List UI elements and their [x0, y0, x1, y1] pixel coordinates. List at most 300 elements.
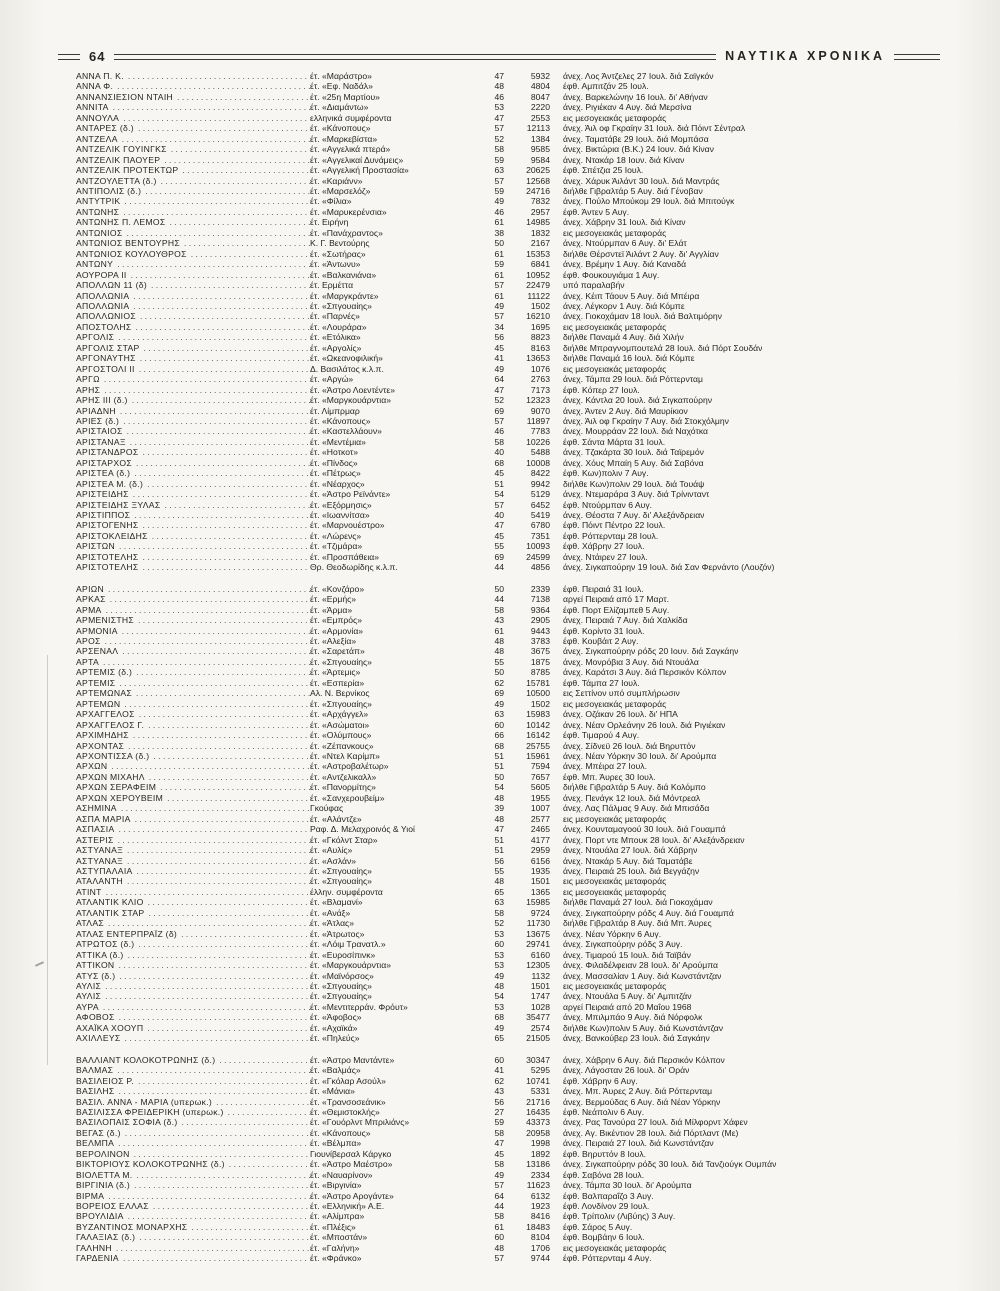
ship-age: 59 — [494, 1117, 504, 1128]
ship-tonnage: 2334 — [530, 1169, 550, 1180]
ship-manager: έτ. «Σπγουαίης» — [310, 991, 372, 1002]
ship-tonnage: 20625 — [526, 165, 550, 176]
dot-leader — [144, 343, 310, 353]
table-row — [76, 374, 930, 384]
ship-tonnage: 6841 — [530, 259, 550, 270]
ship-age: 58 — [494, 436, 504, 447]
ship-manager: έτ. «Αργώ» — [310, 374, 354, 385]
ship-name-cell — [76, 92, 310, 102]
ship-manager: έτ. «Τζιμάρα» — [310, 541, 363, 552]
ship-status: άνεχ. Ντουάλα 27 Ιουλ. διά Χάβρην — [563, 845, 698, 856]
ship-tonnage: 1502 — [530, 698, 550, 709]
dot-leader — [164, 500, 310, 510]
ship-name: ΑΡΙΣΤΑΙΟΣ — [76, 426, 123, 437]
table-row — [76, 605, 930, 615]
dot-leader — [229, 1159, 310, 1169]
ship-name-cell — [76, 113, 310, 123]
ship-status: εις μεσογειακάς μεταφοράς — [563, 813, 667, 824]
ship-name: ΑΝΝΙΤΑ — [76, 102, 109, 113]
dot-leader — [126, 228, 310, 238]
ship-name: ΒΕΓΑΣ (δ.) — [76, 1127, 121, 1138]
ship-manager: έτ. «Εξόρμησις» — [310, 499, 372, 510]
dot-leader — [108, 1191, 310, 1201]
ship-name: ΑΡΧΩΝ — [76, 761, 108, 772]
ship-name-cell — [76, 657, 310, 667]
ship-age: 58 — [494, 907, 504, 918]
ship-status: άνεχ. Βικτώρια (Β.Κ.) 24 Ιουν. διά Κίναν — [563, 144, 714, 155]
ship-name: ΑΝΤΥΤΡΙΚ — [76, 196, 121, 207]
dot-leader — [118, 835, 310, 845]
ship-name-cell — [76, 876, 310, 886]
ship-manager: έτ. «Πανορμίτης» — [310, 782, 376, 793]
ship-status: άνεχ. Κέιπ Τάουν 5 Αυγ. διά Μπέιρα — [563, 290, 700, 301]
ship-tonnage: 16435 — [526, 1106, 550, 1117]
ship-name: ΑΡΧΟΝΤΙΣΣΑ (δ.) — [76, 751, 150, 761]
ship-manager: ελληνικά συμφέροντα — [310, 112, 392, 123]
table-row — [76, 1128, 930, 1138]
ship-name-cell — [76, 1211, 310, 1221]
ship-tonnage: 22479 — [526, 280, 550, 291]
ship-manager: έτ. «Άρτεμις» — [310, 667, 361, 678]
ship-age: 65 — [494, 886, 504, 897]
ship-age: 69 — [494, 688, 504, 699]
dot-leader — [182, 1117, 310, 1127]
ship-name: ΑΣΗΜΙΝΑ — [76, 803, 117, 814]
ship-name: ΑΡΤΕΜΩΝ — [76, 698, 121, 709]
ship-tonnage: 1923 — [530, 1201, 550, 1212]
ship-name: ΑΝΤΩΝΙΟΣ ΚΟΥΛΟΥΘΡΟΣ — [76, 248, 187, 259]
ship-age: 53 — [494, 1001, 504, 1012]
table-row — [76, 709, 930, 719]
ship-age: 53 — [494, 928, 504, 939]
ship-name-cell — [76, 772, 310, 782]
ship-tonnage: 5932 — [530, 71, 550, 81]
dot-leader — [128, 71, 310, 81]
dot-leader — [147, 479, 310, 489]
dot-leader — [122, 626, 310, 636]
ship-status: άνεχ. Ρας Τανούρα 27 Ιουλ. διά Μίλφορντ Χάφεν — [563, 1117, 748, 1128]
dot-leader — [122, 134, 310, 144]
ship-manager: έτ. «Λόιμ Τρανατλ.» — [310, 939, 386, 950]
ship-age: 61 — [494, 217, 504, 228]
ship-manager: έτ. «Μεντιτερράν. Φρόυτ» — [310, 1001, 408, 1012]
dot-leader — [123, 416, 310, 426]
table-row — [76, 228, 930, 238]
dot-leader — [134, 1180, 310, 1190]
ship-manager: έτ. «Μαρκεβίστα» — [310, 133, 378, 144]
ship-status: άνεχ. Πούλο Μπούκομ 29 Ιουλ. διά Μπιτούγκ — [563, 196, 735, 207]
ship-tonnage: 1501 — [530, 876, 550, 887]
ship-name: ΑΝΤΙΠΟΛΙΣ (δ.) — [76, 185, 142, 196]
dot-leader — [142, 552, 310, 562]
page-number: 64 — [89, 49, 106, 64]
ship-name-cell — [76, 520, 310, 530]
dot-leader — [182, 165, 310, 175]
ship-tonnage: 10008 — [526, 457, 550, 468]
ship-status: άνεχ. Μασσαλίαν 1 Αυγ. διά Κωνστάντζαν — [563, 970, 722, 981]
ship-name-cell — [76, 102, 310, 112]
ship-name: ΑΡΓΟΝΑΥΤΗΣ — [76, 353, 136, 364]
dot-leader — [127, 845, 310, 855]
ship-tonnage: 4804 — [530, 81, 550, 92]
ship-manager: έτ. «Κάνοπους» — [310, 415, 371, 426]
ship-tonnage: 8416 — [530, 1211, 550, 1222]
table-row — [76, 165, 930, 175]
ship-manager: έτ. «Αγγελικά πτερά» — [310, 144, 391, 155]
table-row — [76, 814, 930, 824]
ship-name-cell — [76, 531, 310, 541]
ship-status: άνεχ. Μονρόβια 3 Αυγ. διά Ντουάλα — [563, 656, 699, 667]
ship-name-cell — [76, 217, 310, 227]
ship-status: άνεχ. Σιγκαπούρην 19 Ιουλ. διά Σαν Φερνάντο (Λουζόν) — [563, 562, 775, 573]
dot-leader — [135, 814, 310, 824]
ship-manager: έτ. «Άστρο Μαέστρο» — [310, 1159, 393, 1170]
dot-leader — [118, 1138, 310, 1148]
ship-name: ΑΡΜΑ — [76, 604, 102, 615]
ship-manager: έτ. «Ηοτκοτ» — [310, 447, 359, 458]
ship-tonnage: 9443 — [530, 625, 550, 636]
ship-age: 48 — [494, 646, 504, 657]
ship-age: 49 — [494, 1022, 504, 1033]
dot-leader — [131, 270, 310, 280]
ship-status: άνεχ. Κάντλα 20 Ιουλ. διά Σιγκαπούρην — [563, 395, 713, 406]
ship-name: ΑΣΤΕΡΙΣ — [76, 834, 114, 845]
ship-tonnage: 2959 — [530, 845, 550, 856]
ship-name: ΑΤΑΛΑΝΤΗ — [76, 876, 123, 887]
ship-name-cell — [76, 887, 310, 897]
ship-status: άνεχ. Άιλ οφ Γκραίην 31 Ιουλ. διά Πόιντ Σέντραλ — [563, 123, 746, 134]
ship-tonnage: 12113 — [526, 123, 550, 134]
ship-name: ΑΝΝΟΥΛΑ — [76, 112, 120, 123]
ship-manager: έτ. «Άντωνυ» — [310, 259, 361, 270]
ship-age: 45 — [494, 1148, 504, 1159]
ship-name-cell — [76, 1159, 310, 1169]
ship-age: 57 — [494, 499, 504, 510]
ship-age: 62 — [494, 677, 504, 688]
ship-status: έφθ. Ρόττερνταμ 4 Αυγ. — [563, 1253, 652, 1264]
ship-tonnage: 35477 — [526, 1012, 550, 1023]
ship-status: έφθ. Νεάπολιν 6 Αυγ. — [563, 1106, 645, 1117]
ship-manager: έτ. «Άστρο Ρεϊνάντε» — [310, 489, 391, 500]
ship-manager: έτ. «Κονζάρο» — [310, 583, 365, 594]
ship-name-cell — [76, 385, 310, 395]
ship-name-cell — [76, 960, 310, 970]
table-row — [76, 1180, 930, 1190]
ship-name-cell — [76, 186, 310, 196]
ship-status: άνεχ. Σιγκαπούρην ρόδς 3 Αυγ. — [563, 939, 683, 950]
ship-manager: έτ. «Λουράρα» — [310, 321, 367, 332]
table-row — [76, 866, 930, 876]
ship-age: 61 — [494, 269, 504, 280]
dot-leader — [128, 741, 310, 751]
ship-age: 69 — [494, 405, 504, 416]
ship-age: 51 — [494, 834, 504, 845]
ship-name-cell — [76, 594, 310, 604]
ship-tonnage: 14985 — [526, 217, 550, 228]
ship-status: αργεί Πειραιά από 17 Μαρτ. — [563, 594, 670, 605]
ship-manager: έτ. «Πανάχραντος» — [310, 227, 383, 238]
ship-manager: έτ. «Σανχερουβείμ» — [310, 792, 385, 803]
ship-manager: έτ. «Θεμιστοκλής» — [310, 1106, 380, 1117]
table-row — [76, 364, 930, 374]
ship-manager: έτ. «Άτρωτος» — [310, 928, 365, 939]
dot-leader — [145, 186, 310, 196]
ship-tonnage: 8104 — [530, 1232, 550, 1243]
ship-status: διήλθε Παναμά 4 Αυγ. διά Χιλήν — [563, 332, 684, 343]
ship-name-cell — [76, 720, 310, 730]
ship-status: άνεχ. Πειραιά 7 Αυγ. διά Χαλκίδα — [563, 615, 688, 626]
dot-leader — [167, 793, 310, 803]
ship-name-cell — [76, 814, 310, 824]
ship-name-cell — [76, 1222, 310, 1232]
table-row — [76, 196, 930, 206]
ship-name-cell — [76, 971, 310, 981]
table-row — [76, 646, 930, 656]
ship-name: ΑΡΙΣΤΕΑ Μ. (δ.) — [76, 478, 144, 489]
ship-name: ΒΕΡΟΛΙΝΟΝ — [76, 1148, 130, 1159]
page-header — [58, 50, 940, 63]
dot-leader — [119, 541, 310, 551]
ship-status: άνεχ. Νέαν Υόρκην 30 Ιουλ. δι' Αρούμπα — [563, 751, 717, 761]
ship-age: 48 — [494, 1242, 504, 1253]
ship-name: ΑΝΤΖΕΛΑ — [76, 133, 118, 144]
ship-manager: έτ. «Σαρετάπ» — [310, 646, 365, 657]
ship-manager: έτ. «Αργολίς» — [310, 342, 362, 353]
ship-status: άνεχ. Ντουάλα 5 Αυγ. δι' Αμπιτζάν — [563, 991, 692, 1002]
ship-tonnage: 6160 — [530, 949, 550, 960]
dot-leader — [125, 1128, 310, 1138]
ship-manager: έτ. «Βλαμανί» — [310, 897, 363, 908]
ship-group — [76, 584, 930, 1044]
table-row — [76, 876, 930, 886]
ship-name: ΑΠΟΛΛΩΝΙΟΣ — [76, 311, 136, 322]
ship-status: άνεχ. Ντάιρεν 27 Ιουλ. — [563, 551, 648, 562]
ship-tonnage: 2465 — [530, 824, 550, 835]
ship-name-cell — [76, 364, 310, 374]
ship-tonnage: 24716 — [526, 185, 550, 196]
ship-status: έφθ. Τρίπολιν (Λιβύης) 3 Αυγ. — [563, 1211, 676, 1222]
ship-name: ΑΝΤΩΝΗΣ Π. ΛΕΜΟΣ — [76, 217, 166, 228]
ship-age: 27 — [494, 1106, 504, 1117]
table-row — [76, 971, 930, 981]
dot-leader — [133, 301, 310, 311]
dot-leader — [119, 678, 310, 688]
ship-name: ΑΝΤΑΡΕΣ (δ.) — [76, 123, 134, 134]
ship-age: 58 — [494, 1159, 504, 1170]
dot-leader — [111, 761, 310, 771]
table-row — [76, 332, 930, 342]
ship-age: 49 — [494, 363, 504, 374]
ship-tonnage: 9585 — [530, 144, 550, 155]
ship-age: 53 — [494, 960, 504, 971]
ship-age: 57 — [494, 175, 504, 186]
ship-tonnage: 9724 — [530, 907, 550, 918]
ship-manager: έτ. «Πέτρως» — [310, 468, 361, 479]
dot-leader — [133, 489, 310, 499]
table-row — [76, 897, 930, 907]
ship-manager: έτ. «Βέλμπα» — [310, 1138, 362, 1149]
ship-name: ΑΤΙΝΤ — [76, 886, 102, 897]
ship-status: έφθ. Σάντα Μάρτα 31 Ιουλ. — [563, 436, 666, 447]
ship-tonnage: 7173 — [530, 384, 550, 395]
ship-name: ΑΝΤΩΝΙΟΣ — [76, 227, 123, 238]
ship-name-cell — [76, 489, 310, 499]
table-row — [76, 1086, 930, 1096]
ship-name-cell — [76, 437, 310, 447]
ship-manager: Ραφ. Δ. Μελαχροινός & Υιοί — [310, 824, 415, 835]
ship-name-cell — [76, 343, 310, 353]
dot-leader — [130, 437, 310, 447]
ship-tonnage: 21716 — [526, 1096, 550, 1107]
ship-name: ΑΡΙΑΔΝΗ — [76, 405, 116, 416]
ship-status: άνεχ. Χόυς Μπαίη 5 Αυγ. διά Σαβόνα — [563, 457, 704, 468]
ship-manager: έτ. «Βαλμάς» — [310, 1065, 361, 1076]
ship-tonnage: 2553 — [530, 112, 550, 123]
double-rule-right — [894, 54, 940, 60]
ship-name: ΑΤΛΑΝΤΙΚ ΣΤΑΡ — [76, 907, 145, 918]
ship-name-cell — [76, 782, 310, 792]
ship-name: ΑΠΟΛΛΩΝΙΑ — [76, 290, 130, 301]
ship-status: διήλθε Γιβραλτάρ 8 Αυγ. διά Μπ. Άυρες — [563, 918, 712, 929]
ship-manager: έτ. «Βιργινία» — [310, 1180, 362, 1191]
ship-name-cell — [76, 730, 310, 740]
table-row — [76, 437, 930, 447]
ship-name: ΑΠΟΣΤΟΛΗΣ — [76, 321, 132, 332]
ship-name-cell — [76, 1253, 310, 1263]
dot-leader — [119, 1086, 310, 1096]
ship-name-cell — [76, 646, 310, 656]
ship-status: έφθ. Κορίντο 31 Ιουλ. — [563, 625, 645, 636]
ship-name: ΑΡΙΣΤΕΙΔΗΣ — [76, 489, 129, 500]
ship-manager: Κ. Γ. Βεντούρης — [310, 238, 370, 249]
ship-manager: Θρ. Θεοδωρίδης κ.λ.π. — [310, 562, 398, 573]
table-row — [76, 793, 930, 803]
ship-name-cell — [76, 626, 310, 636]
ship-status: άνεχ. Μπιλμπάο 9 Αυγ. διά Νόρφολκ — [563, 1012, 703, 1023]
ship-name-cell — [76, 950, 310, 960]
ship-age: 47 — [494, 112, 504, 123]
ship-status: άνεχ. Θέοστα 7 Αυγ. δι' Αλεξάνδρειαν — [563, 510, 705, 521]
ship-name-cell — [76, 176, 310, 186]
ship-manager: έτ. «Μεντέμια» — [310, 436, 366, 447]
ship-name-cell — [76, 709, 310, 719]
table-row — [76, 1211, 930, 1221]
ship-name-cell — [76, 468, 310, 478]
ship-manager: έτ. «Πηλεύς» — [310, 1033, 360, 1044]
ship-age: 49 — [494, 196, 504, 207]
table-row — [76, 531, 930, 541]
ship-name: ΑΡΗΣ ΙΙΙ (δ.) — [76, 395, 128, 406]
dot-leader — [105, 991, 310, 1001]
ship-name-cell — [76, 249, 310, 259]
ship-manager: έτ. «Ευροσίπινκ» — [310, 949, 376, 960]
table-row — [76, 353, 930, 363]
ship-status: άνεχ. Ντακάρ 18 Ιουν. διά Κίναν — [563, 154, 685, 165]
ship-manager: έτ. «Διαμάντω» — [310, 102, 369, 113]
ship-status: έφθ. Πειραιά 31 Ιουλ. — [563, 583, 644, 594]
ship-name: ΓΑΛΗΝΗ — [76, 1242, 112, 1253]
ship-name-cell — [76, 584, 310, 594]
ship-name: ΑΡΜΟΝΙΑ — [76, 625, 118, 636]
scan-artifact-mark — [35, 961, 44, 967]
ship-tonnage: 8785 — [530, 667, 550, 678]
ship-name: ΒΙΡΜΑ — [76, 1190, 105, 1201]
ship-name-cell — [76, 981, 310, 991]
table-row — [76, 144, 930, 154]
ship-name: ΑΡΧΑΓΓΕΛΟΣ — [76, 709, 135, 720]
ship-name: ΑΝΝΑ Φ. — [76, 81, 114, 92]
ship-name-cell — [76, 1002, 310, 1012]
ship-age: 53 — [494, 949, 504, 960]
ship-name: ΑΡΚΑΣ — [76, 594, 106, 605]
ship-name-cell — [76, 196, 310, 206]
table-row — [76, 176, 930, 186]
ship-name: ΑΤΡΩΤΟΣ (δ.) — [76, 939, 135, 950]
ship-manager: έτ. «Γκόλντ Σταρ» — [310, 834, 378, 845]
ship-name-cell — [76, 1055, 310, 1065]
ship-status: άνεχ. Καράτσι 3 Αυγ. διά Περσικόν Κόλπον — [563, 667, 727, 678]
dot-leader — [136, 688, 310, 698]
ship-group — [76, 1055, 930, 1264]
dot-leader — [138, 1076, 310, 1086]
ship-manager: έτ. «Σπγουαίης» — [310, 865, 372, 876]
dot-leader — [128, 950, 310, 960]
ship-status: διήλθε Παναμά 16 Ιουλ. διά Κόμπε — [563, 353, 695, 364]
table-row — [76, 908, 930, 918]
ship-tonnage: 1955 — [530, 792, 550, 803]
dot-leader — [123, 113, 310, 123]
ship-manager: έτ. «Άφοβος» — [310, 1012, 362, 1023]
table-row — [76, 1065, 930, 1075]
dot-leader — [116, 1243, 310, 1253]
ship-age: 58 — [494, 1127, 504, 1138]
ship-status: άνεχ. Βανκούβερ 23 Ιουλ. διά Σαγκάην — [563, 1033, 710, 1044]
table-row — [76, 939, 930, 949]
table-row — [76, 699, 930, 709]
dot-leader — [171, 144, 310, 154]
ship-name: ΑΝΤΖΕΛΙΚ ΠΑΟΥΕΡ — [76, 154, 161, 165]
ship-manager: έτ. «Μαρνουέστρο» — [310, 520, 385, 531]
ship-name-cell — [76, 678, 310, 688]
ship-name-cell — [76, 238, 310, 248]
ship-status: έφθ. Βομβάην 6 Ιουλ. — [563, 1232, 645, 1243]
ship-manager: έτ. «Κάνοπους» — [310, 1127, 371, 1138]
table-row — [76, 761, 930, 771]
ship-manager: Αλ. Ν. Βερνίκος — [310, 688, 370, 699]
table-row — [76, 92, 930, 102]
ship-manager: έτ. «Μαργκράντε» — [310, 290, 379, 301]
ship-age: 65 — [494, 1033, 504, 1044]
ship-status: διήλθε Μπραγνομπουτελά 28 Ιουλ. διά Πόρτ Σουδάν — [563, 342, 763, 353]
ship-status: εις μεσογειακάς μεταφοράς — [563, 980, 667, 991]
ship-status: άνεχ. Λέγκορν 1 Αυγ. διά Κόμπε — [563, 300, 685, 311]
ship-tonnage: 15353 — [526, 248, 550, 259]
ship-manager: έτ. «Λώρενς» — [310, 530, 362, 541]
ship-tonnage: 6452 — [530, 499, 550, 510]
ship-manager: έτ. «Μαράστρο» — [310, 71, 372, 81]
dot-leader — [148, 908, 310, 918]
ship-manager: έτ. «Φράνκο» — [310, 1253, 362, 1264]
table-row — [76, 301, 930, 311]
table-row — [76, 636, 930, 646]
ship-status: εις μεσογειακάς μεταφοράς — [563, 876, 667, 887]
ship-name-cell — [76, 228, 310, 238]
ship-age: 48 — [494, 876, 504, 887]
ship-name: ΑΝΝΑΝΣΙΕΣΙΟΝ ΝΤΑΙΗ — [76, 91, 174, 102]
ship-status: άνεχ. Κουνταμαγοού 30 Ιουλ. διά Γουαμπά — [563, 824, 726, 835]
ship-age: 49 — [494, 300, 504, 311]
ship-status: εις μεσογειακάς μεταφοράς — [563, 1242, 667, 1253]
